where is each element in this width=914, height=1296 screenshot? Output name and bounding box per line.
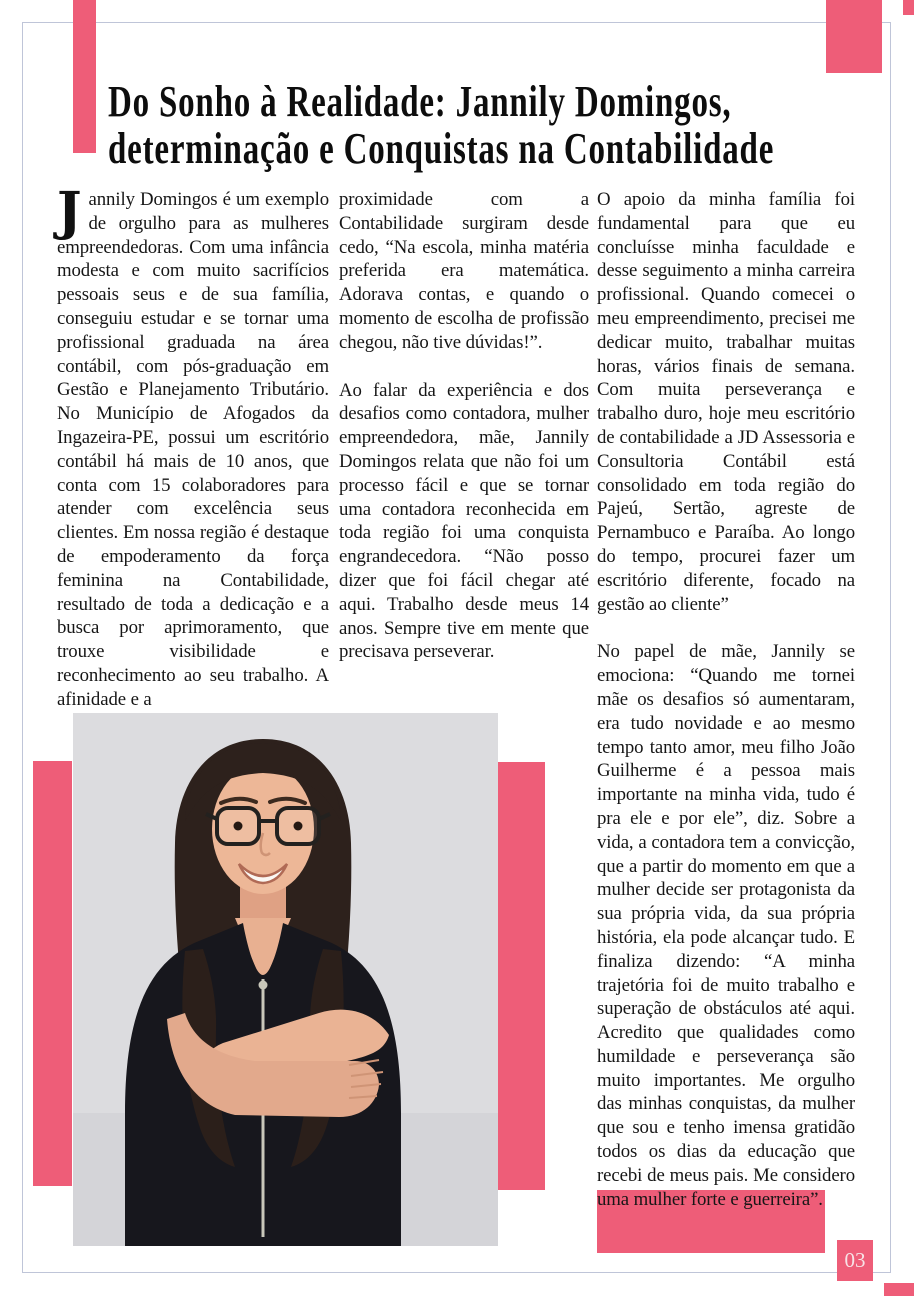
paragraph: O apoio da minha família foi fundamental para que eu concluísse minha faculdade e desse seguimento a minha carreira profissional. Quando comecei o meu empreendimento, precisei me dedicar muito, trabalhar muitas horas, vários finais de semana. Com muita perseverança e trabalho duro, hoje meu escritório de contabilidade a JD Assessoria e Consultoria Contábil está consolidado em toda região do Pajeú, Sertão, agreste de Pernambuco e Paraíba. Ao longo do tempo, procurei fazer um escritório diferente, focado na gestão ao cliente” [597, 189, 855, 615]
top-right-accent-block [826, 0, 882, 73]
top-right-corner-accent [903, 0, 914, 15]
page-number: 03 [844, 1248, 866, 1272]
paragraph-text: annily Domingos é um exemplo de orgulho para as mulheres empreendedoras. Com uma infância modesta e com muito sacrifícios pessoais seus e de sua família, conseguiu estudar e se tornar uma profissional graduada na área contábil, com pós-graduação em Gestão e Planejamento Tributário. No Município de Afogados da Ingazeira-PE, possui um escritório contábil há mais de 10 anos, que conta com 15 colaboradores para atender com excelência seus clientes. Em nossa região é destaque de empoderamento da força feminina na Contabilidade, resultado de toda a dedicação e a busca por aprimoramento, que trouxe visibilidade e reconhecimento ao seu trabalho. A afinidade e a [57, 189, 329, 710]
article-title-line1: Do Sonho à Realidade: Jannily Domingos, [108, 78, 732, 127]
paragraph: Ao falar da experiência e dos desafios como contadora, mulher empreendedora, mãe, Jannily Domingos relata que não foi um processo fácil e que se tornar uma contadora reconhecida em toda região foi uma conquista engrandecedora. “Não posso dizer que foi fácil chegar até aqui. Trabalho desde meus 14 anos. Sempre tive em mente que precisava perseverar. [339, 379, 589, 663]
bottom-right-corner-accent [884, 1283, 914, 1296]
title-accent-bar [73, 0, 96, 153]
drop-cap: J [57, 181, 82, 242]
article-title [108, 80, 774, 174]
page-number-badge [837, 1240, 873, 1281]
paragraph: No papel de mãe, Jannily se emociona: “Quando me tornei mãe os desafios só aumentaram, era tudo novidade e ao mesmo tempo tanto amor, meu filho João Guilherme é a pessoa mais importante na minha vida, tudo é pra ele e por ele”, diz. Sobre a vida, a contadora tem a convicção, que a partir do momento em que a mulher decide ser protagonista da sua própria vida, da sua própria história, ela pode alcançar tudo. E finaliza dizendo: “A minha trajetória foi de muito trabalho e superação de obstáculos até aqui. Acredito que qualidades como humildade e perseverança são muito importantes. Me orgulho das minhas conquistas, da mulher que sou e tenho imensa gratidão todos os dias da educação que recebi de meus pais. Me considero uma mulher forte e guerreira”. [597, 641, 855, 1210]
paragraph [57, 181, 329, 712]
paragraph: proximidade com a Contabilidade surgiram desde cedo, “Na escola, minha matéria preferida era matemática. Adorava contas, e quando o momento de escolha de profissão chegou, não tive dúvidas!”. [339, 189, 589, 353]
article-column-3 [597, 188, 855, 1235]
article-title-line2: determinação e Conquistas na Contabilidade [108, 125, 775, 174]
portrait-photo [73, 713, 498, 1246]
portrait-illustration [73, 713, 498, 1246]
